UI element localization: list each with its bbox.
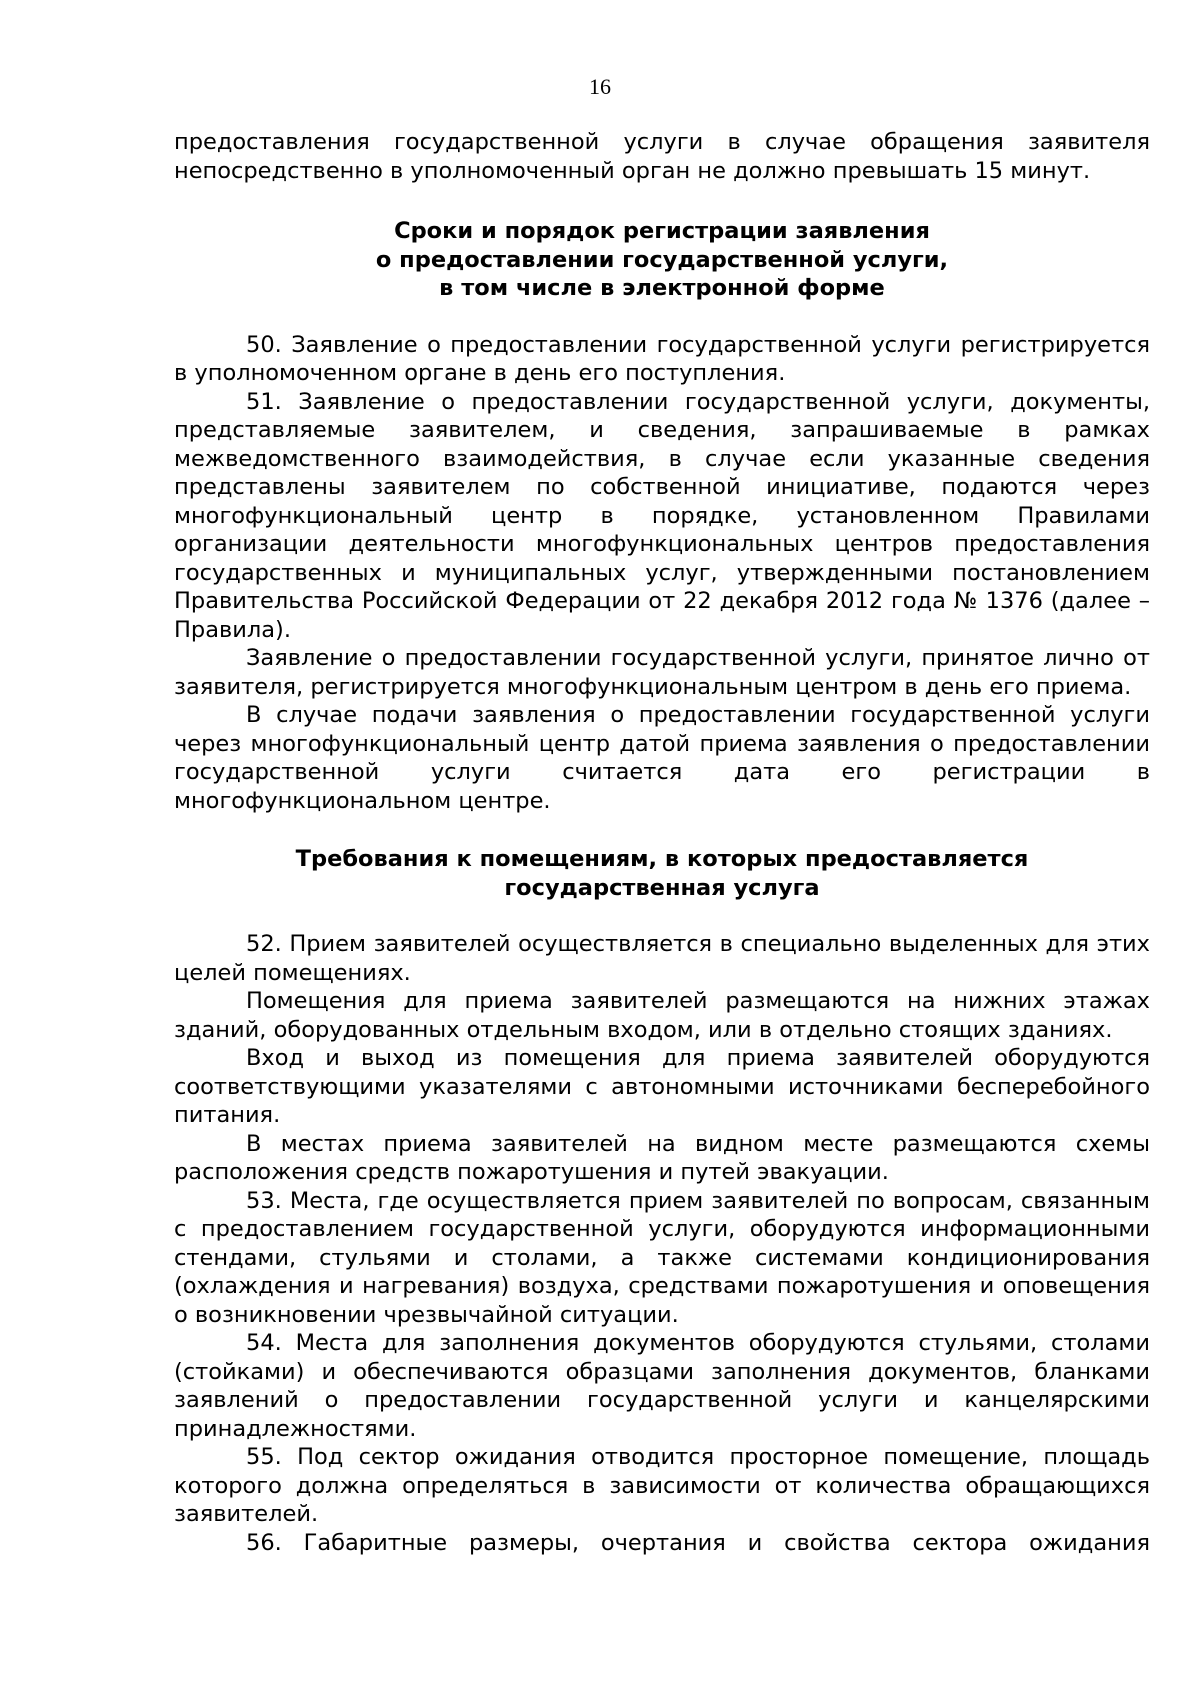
heading-line: Сроки и порядок регистрации заявления bbox=[394, 218, 930, 244]
document-body bbox=[174, 128, 1150, 1557]
paragraph-52: 52. Прием заявителей осуществляется в специально выделенных для этих целей помещениях. bbox=[174, 931, 1150, 986]
paragraph-54: 54. Места для заполнения документов оборудуются стульями, столами (стойками) и обеспечиваются образцами заполнения документов, бланками заявлений о предоставлении государственной услуги и канцелярскими принадлежностями. bbox=[174, 1330, 1150, 1442]
heading-line: в том числе в электронной форме bbox=[439, 275, 885, 301]
paragraph-52-schemes: В местах приема заявителей на видном месте размещаются схемы расположения средств пожаротушения и путей эвакуации. bbox=[174, 1130, 1150, 1185]
paragraph-50: 50. Заявление о предоставлении государственной услуги регистрируется в уполномоченном органе в день его поступления. bbox=[174, 331, 1150, 386]
paragraph-53: 53. Места, где осуществляется прием заявителей по вопросам, связанным с предоставлением государственной услуги, оборудуются информационными стендами, стульями и столами, а также системами кондиционирования (охлаждения и нагревания) воздуха, средствами пожаротушения и оповещения о возникновении чрезвычайной ситуации. bbox=[174, 1187, 1150, 1328]
paragraph-51-personal: Заявление о предоставлении государственной услуги, принятое лично от заявителя, регистрируется многофункциональным центром в день его приема. bbox=[174, 645, 1150, 700]
section-heading-registration bbox=[174, 217, 1150, 303]
section-heading-premises bbox=[174, 845, 1150, 902]
page-number: 16 bbox=[589, 74, 611, 99]
heading-line: о предоставлении государственной услуги, bbox=[375, 246, 949, 273]
paragraph-55: 55. Под сектор ожидания отводится просторное помещение, площадь которого должна определяться в зависимости от количества обращающихся заявителей. bbox=[174, 1444, 1150, 1527]
paragraph-56: 56. Габаритные размеры, очертания и свойства сектора ожидания bbox=[246, 1529, 1150, 1556]
paragraph-51-mfc: В случае подачи заявления о предоставлении государственной услуги через многофункциональный центр датой приема заявления о предоставлении государственной услуги считается дата его регистрации в многофункциональном центре. bbox=[174, 702, 1150, 814]
heading-line: государственная услуга bbox=[504, 874, 820, 901]
intro-paragraph: предоставления государственной услуги в случае обращения заявителя непосредственно в уполномоченный орган не должно превышать 15 минут. bbox=[174, 129, 1150, 184]
heading-line: Требования к помещениям, в которых предоставляется bbox=[295, 846, 1029, 872]
paragraph-51: 51. Заявление о предоставлении государственной услуги, документы, представляемые заявителем, и сведения, запрашиваемые в рамках межведомственного взаимодействия, в случае если указанные сведения представлены заявителем по собственной инициативе, подаются через многофункциональный центр в порядке, установленном Правилами организации деятельности многофункциональных центров предоставления государственных и муниципальных услуг, утвержденными постановлением Правительства Российской Федерации от 22 декабря 2012 года № 1376 (далее – Правила). bbox=[174, 388, 1150, 643]
paragraph-52-floors: Помещения для приема заявителей размещаются на нижних этажах зданий, оборудованных отдельным входом, или в отдельно стоящих зданиях. bbox=[174, 988, 1150, 1043]
paragraph-52-entrance: Вход и выход из помещения для приема заявителей оборудуются соответствующими указателями с автономными источниками бесперебойного питания. bbox=[174, 1045, 1150, 1128]
